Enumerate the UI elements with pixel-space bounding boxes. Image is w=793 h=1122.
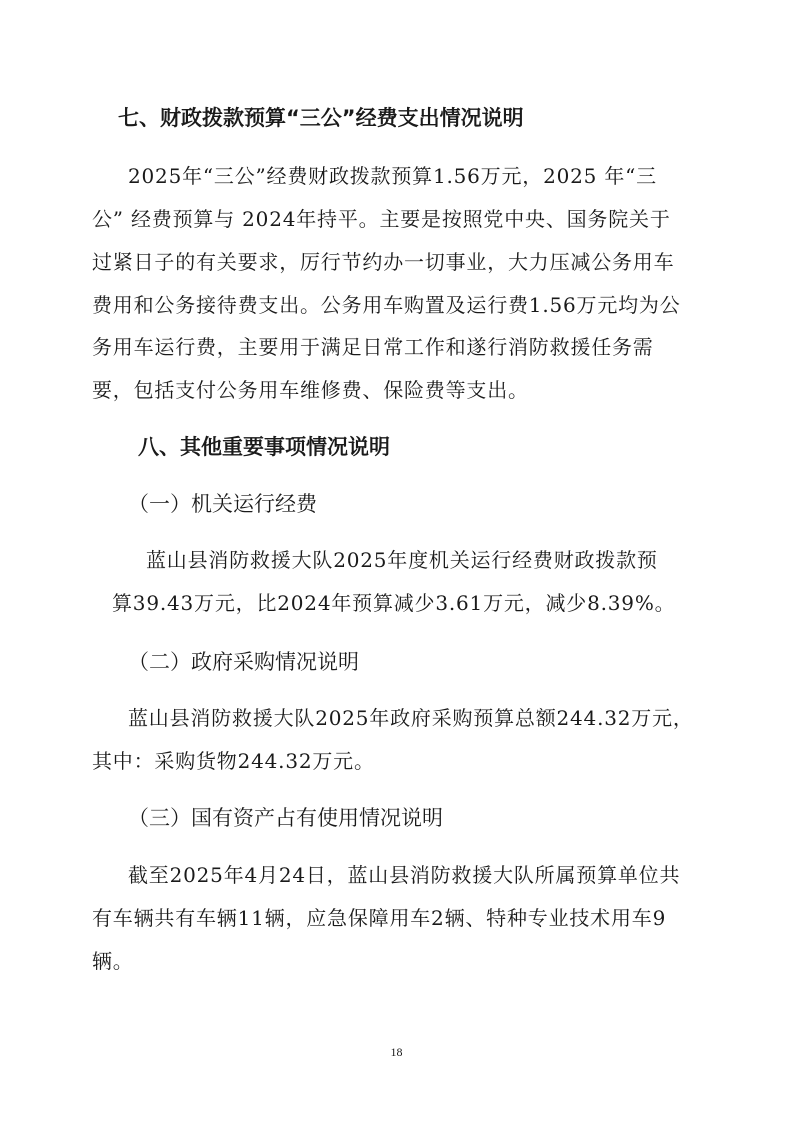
section-7-line-2: 公” 经费预算与 2024年持平。主要是按照党中央、国务院关于 xyxy=(92,207,671,231)
subsection-3-title: （三）国有资产占有使用情况说明 xyxy=(128,806,443,830)
section-8-title: 八、其他重要事项情况说明 xyxy=(138,435,390,459)
subsection-2-title: （二）政府采购情况说明 xyxy=(128,650,359,674)
section-7-line-4: 费用和公务接待费支出。公务用车购置及运行费1.56万元均为公 xyxy=(92,293,681,317)
subsection-2-line-2: 其中：采购货物244.32万元。 xyxy=(92,749,375,773)
subsection-1-line-2: 算39.43万元，比2024年预算减少3.61万元，减少8.39%。 xyxy=(112,591,676,615)
subsection-3-line-1: 截至2025年4月24日，蓝山县消防救援大队所属预算单位共 xyxy=(128,863,681,887)
section-7-line-6: 要，包括支付公务用车维修费、保险费等支出。 xyxy=(92,378,529,402)
section-7-title: 七、财政拨款预算“三公”经费支出情况说明 xyxy=(118,106,524,130)
page-number: 18 xyxy=(390,1045,403,1059)
subsection-2-line-1: 蓝山县消防救援大队2025年政府采购预算总额244.32万元， xyxy=(128,706,694,730)
subsection-1-title: （一）机关运行经费 xyxy=(128,492,317,516)
subsection-1-line-1: 蓝山县消防救援大队2025年度机关运行经费财政拨款预 xyxy=(146,548,658,572)
subsection-3-line-2: 有车辆共有车辆11辆，应急保障用车2辆、特种专业技术用车9 xyxy=(92,906,667,930)
subsection-3-line-3: 辆。 xyxy=(92,949,134,973)
section-7-line-5: 务用车运行费，主要用于满足日常工作和遂行消防救援任务需 xyxy=(92,335,654,359)
section-7-line-1: 2025年“三公”经费财政拨款预算1.56万元，2025 年“三 xyxy=(128,164,657,188)
section-7-line-3: 过紧日子的有关要求，厉行节约办一切事业，大力压减公务用车 xyxy=(92,250,675,274)
